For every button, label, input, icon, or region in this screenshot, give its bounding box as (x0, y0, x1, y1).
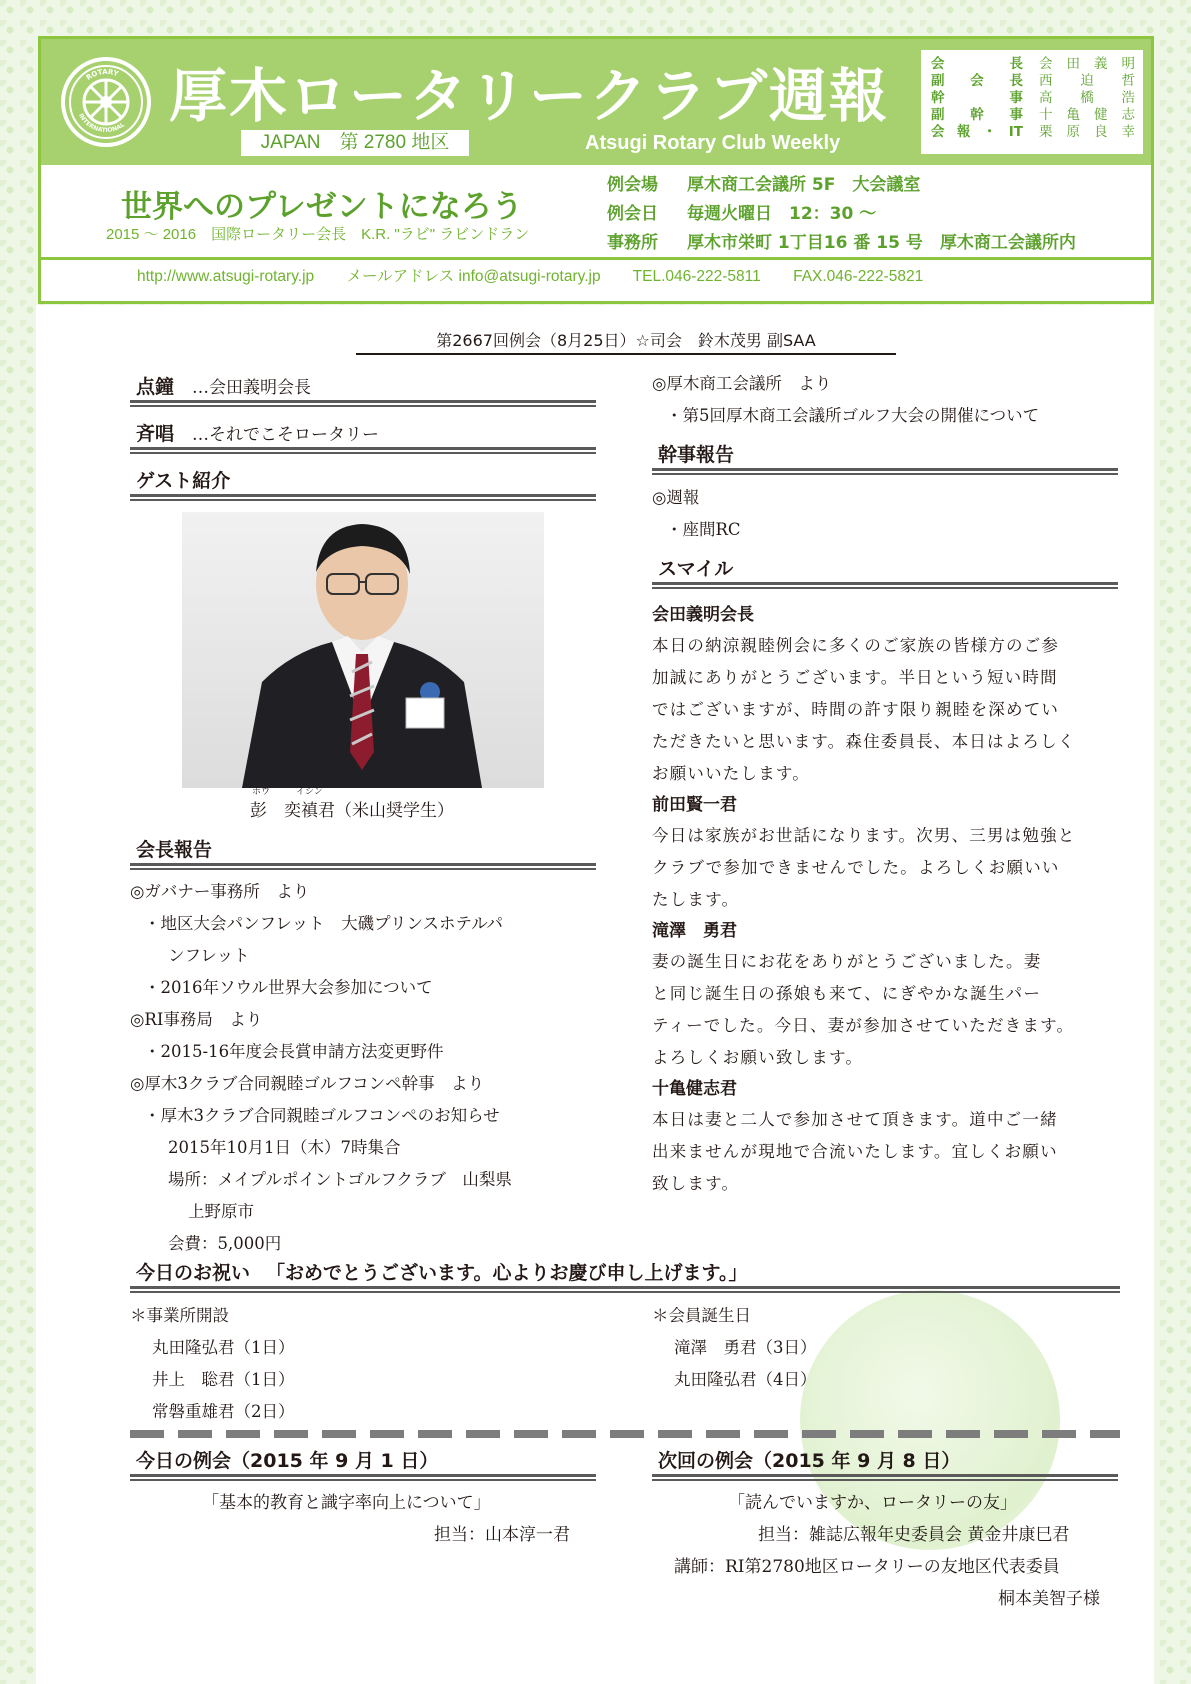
today-owner: 担当：山本淳一君 (434, 1525, 570, 1545)
smile-line: 本日は妻と二人で参加させて頂きます。道中ご一緒 (652, 1110, 1058, 1129)
contact-bar (41, 257, 1151, 304)
next-meeting-heading: 次回の例会（2015 年 9 月 8 日） (652, 1446, 1118, 1474)
today-topic: 「基本的教育と識字率向上について」 (202, 1493, 491, 1513)
newsletter-header (38, 36, 1154, 304)
president-report-body (130, 876, 512, 1260)
list-item: 滝澤 勇君（3日） (674, 1338, 817, 1357)
smile-line: と同じ誕生日の孫娘も来て、にぎやかな誕生パー (652, 984, 1042, 1003)
list-item: ◎厚木商工会議所 より (652, 374, 832, 393)
list-item: ・地区大会パンフレット 大磯プリンスホテルパ (144, 914, 504, 933)
tel-number: TEL.046-222-5811 (632, 268, 761, 285)
list-item: 上野原市 (188, 1202, 254, 1221)
officer-row: 会長 会田義明 (931, 56, 1135, 72)
smile-name: 十亀健志君 (652, 1079, 737, 1099)
header-info (41, 165, 1151, 255)
guest-ruby-given: イシン (296, 787, 323, 797)
celebration-heading: 今日のお祝い 「おめでとうございます。心よりお慶び申し上げます。」 (130, 1258, 1120, 1286)
list-item: 2015年10月1日（木）7時集合 (168, 1138, 401, 1157)
smile-line: 出来ませんが現地で合流いたします。宜しくお願い (652, 1142, 1058, 1161)
guest-caption: ホウ イシン 彭 奕禛君（米山奨学生） (250, 796, 454, 821)
celebration-left (130, 1300, 295, 1428)
newsletter-title: 厚木ロータリークラブ週報 (169, 62, 890, 130)
secretary-report-body (652, 482, 741, 546)
officers-box (921, 50, 1143, 154)
logo-text-bottom: INTERNATIONAL (77, 112, 127, 135)
celebration-right (652, 1300, 817, 1396)
smile-name: 会田義明会長 (652, 605, 754, 625)
list-item: 丸田隆弘君（4日） (674, 1370, 817, 1389)
guest-section-heading: ゲスト紹介 (130, 466, 596, 494)
smile-line: たします。 (652, 890, 740, 909)
officer-row: 幹事 高橋浩 (931, 90, 1135, 106)
list-item: ・厚木3クラブ合同親睦ゴルフコンペのお知らせ (144, 1106, 500, 1125)
smile-line: ではございますが、時間の許す限り親睦を深めてい (652, 700, 1060, 719)
next-speaker-name: 桐本美智子様 (998, 1589, 1100, 1609)
list-item: 井上 聡君（1日） (152, 1370, 295, 1389)
list-item: ンフレット (168, 946, 250, 965)
smile-line: 妻の誕生日にお花をありがとうございました。妻 (652, 952, 1042, 971)
list-item: 丸田隆弘君（1日） (152, 1338, 295, 1357)
newsletter-title-en: Atsugi Rotary Club Weekly (585, 132, 841, 154)
list-item: ◎ガバナー事務所 より (130, 882, 310, 901)
info-label: 例会場 (607, 175, 658, 195)
next-owner: 担当：雑誌広報年史委員会 黄金井康巳君 (758, 1525, 1070, 1545)
info-value: 毎週火曜日 12：30 ～ (687, 204, 877, 224)
smile-line: 今日は家族がお世話になります。次男、三男は勉強と (652, 826, 1076, 845)
song-text: …それでこそロータリー (192, 425, 380, 445)
song-section: 斉唱 …それでこそロータリー (130, 419, 596, 447)
header-banner (41, 39, 1151, 165)
slogan-sub: 2015 ～ 2016 国際ロータリー会長 K.R. "ラビ" ラビンドラン (106, 226, 530, 243)
info-label: 事務所 (607, 233, 658, 253)
list-item: 場所：メイプルポイントゴルフクラブ 山梨県 (168, 1170, 512, 1189)
fax-number: FAX.046-222-5821 (793, 268, 924, 285)
officer-row: 副会長 西迫哲 (931, 73, 1135, 89)
list-item: ◎厚木3クラブ合同親睦ゴルフコンペ幹事 より (130, 1074, 485, 1093)
meeting-info (607, 171, 1076, 258)
list-item: ・2015-16年度会長賞申請方法変更野件 (144, 1042, 444, 1061)
list-item: 常磐重雄君（2日） (152, 1402, 295, 1421)
celebration-title: ＊会員誕生日 (652, 1306, 751, 1325)
smile-line: ティーでした。今日、妻が参加させていただきます。 (652, 1016, 1075, 1035)
president-report-heading: 会長報告 (130, 835, 596, 863)
officer-row: 会報・IT 栗原良幸 (931, 124, 1135, 140)
list-item: ◎週報 (652, 488, 700, 507)
dashed-divider (130, 1430, 1120, 1438)
chamber-report (652, 368, 1039, 432)
smile-heading: スマイル (652, 554, 1118, 582)
bell-text: …会田義明会長 (192, 378, 312, 398)
list-item: ・座間RC (666, 520, 741, 539)
bell-section: 点鐘 …会田義明会長 (130, 372, 596, 400)
list-item: ◎RI事務局 より (130, 1010, 263, 1029)
info-label: 例会日 (607, 204, 658, 224)
slogan: 世界へのプレゼントになろう (121, 189, 523, 225)
district-label: JAPAN 第 2780 地区 (241, 130, 469, 156)
logo-text-top: ROTARY (84, 67, 120, 82)
next-speaker: 講師：RI第2780地区ロータリーの友地区代表委員 (674, 1557, 1060, 1577)
rotary-logo-icon (61, 57, 151, 147)
smile-line: ただきたいと思います。森住委員長、本日はよろしく (652, 732, 1076, 751)
guest-ruby-surname: ホウ (252, 787, 271, 797)
smile-line: 本日の納涼親睦例会に多くのご家族の皆様方のご参 (652, 636, 1060, 655)
guest-photo (182, 512, 544, 788)
smile-line: クラブで参加できませんでした。よろしくお願いい (652, 858, 1060, 877)
celebration-title: ＊事業所開設 (130, 1306, 229, 1325)
secretary-report-heading: 幹事報告 (652, 440, 1118, 468)
list-item: 会費：5,000円 (168, 1234, 282, 1253)
list-item: ・2016年ソウル世界大会参加について (144, 978, 433, 997)
next-topic: 「読んでいますか、ロータリーの友」 (728, 1493, 1017, 1513)
info-value: 厚木市栄町 1丁目16 番 15 号 厚木商工会議所内 (687, 233, 1076, 253)
email-link[interactable]: メールアドレス info@atsugi-rotary.jp (346, 268, 601, 285)
meeting-line: 第2667回例会（8月25日）☆司会 鈴木茂男 副SAA (356, 328, 896, 355)
list-item: ・第5回厚木商工会議所ゴルフ大会の開催について (666, 406, 1040, 425)
smile-line: 致します。 (652, 1174, 740, 1193)
smile-name: 滝澤 勇君 (652, 921, 737, 941)
website-link[interactable]: http://www.atsugi-rotary.jp (137, 268, 315, 285)
celebration-message: 「おめでとうございます。心よりお慶び申し上げます。」 (266, 1262, 748, 1284)
today-meeting-heading: 今日の例会（2015 年 9 月 1 日） (130, 1446, 596, 1474)
smile-line: 加誠にありがとうございます。半日という短い時間 (652, 668, 1058, 687)
info-value: 厚木商工会議所 5F 大会議室 (687, 175, 921, 195)
smile-line: お願いいたします。 (652, 764, 810, 783)
smile-name: 前田賢一君 (652, 795, 737, 815)
smile-line: よろしくお願い致します。 (652, 1048, 864, 1067)
officer-row: 副幹事 十亀健志 (931, 107, 1135, 123)
smile-entries (652, 600, 1075, 1200)
